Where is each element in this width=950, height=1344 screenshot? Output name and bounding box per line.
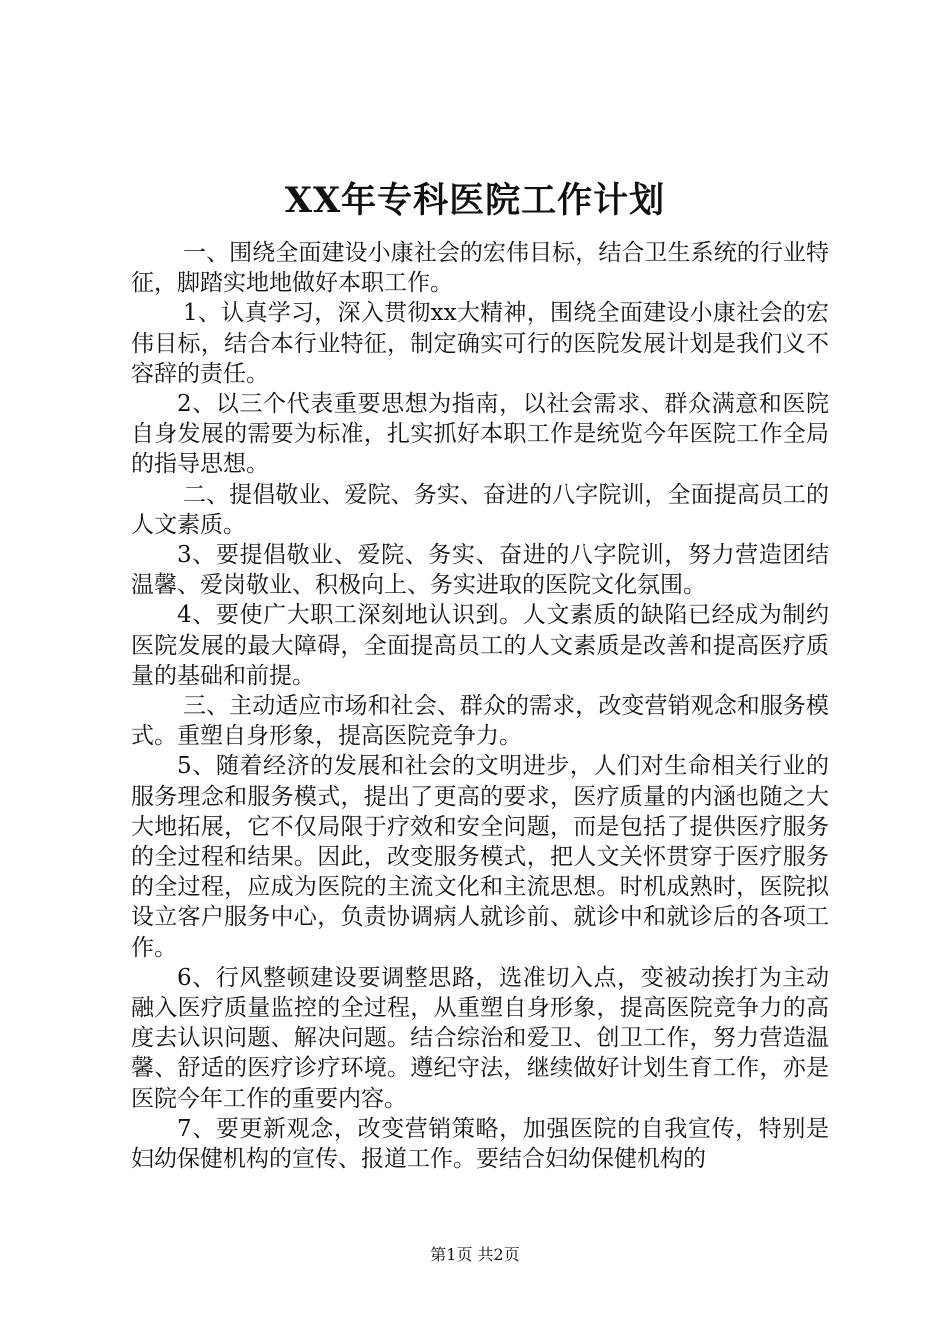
- paragraph-item-4: 4、要使广大职工深刻地认识到。人文素质的缺陷已经成为制约医院发展的最大障碍，全面提高员工的人文素质是改善和提高医疗质量的基础和前提。: [131, 602, 829, 689]
- paragraph-item-5: 5、随着经济的发展和社会的文明进步，人们对生命相关行业的服务理念和服务模式，提出了更高的要求，医疗质量的内涵也随之大大地拓展，它不仅局限于疗效和安全问题，而是包括了提供医疗服务的全过程和结果。因此，改变服务模式，把人文关怀贯穿于医疗服务的全过程，应成为医院的主流文化和主流思想。时机成熟时，医院拟设立客户服务中心，负责协调病人就诊前、就诊中和就诊后的各项工作。: [131, 753, 829, 961]
- document-title: XX年专科医院工作计划: [284, 180, 666, 221]
- paragraph-item-2: 2、以三个代表重要思想为指南，以社会需求、群众满意和医院自身发展的需要为标准，扎实抓好本职工作是统览今年医院工作全局的指导思想。: [131, 391, 829, 478]
- paragraph-item-3: 3、要提倡敬业、爱院、务实、奋进的八字院训，努力营造团结温馨、爱岗敬业、积极向上、务实进取的医院文化氛围。: [131, 542, 829, 599]
- paragraph-section-2: 二、提倡敬业、爱院、务实、奋进的八字院训，全面提高员工的人文素质。: [131, 481, 829, 538]
- paragraph-section-3: 三、主动适应市场和社会、群众的需求，改变营销观念和服务模式。重塑自身形象，提高医院竞争力。: [131, 693, 829, 750]
- paragraph-item-1: 1、认真学习，深入贯彻xx大精神，围绕全面建设小康社会的宏伟目标，结合本行业特征，制定确实可行的医院发展计划是我们义不容辞的责任。: [131, 300, 829, 387]
- document-body: [131, 238, 829, 1174]
- paragraph-item-6: 6、行风整顿建设要调整思路，选准切入点，变被动挨打为主动融入医疗质量监控的全过程，从重塑自身形象，提高医院竞争力的高度去认识问题、解决问题。结合综治和爱卫、创卫工作，努力营造温馨、舒适的医疗诊疗环境。遵纪守法，继续做好计划生育工作，亦是医院今年工作的重要内容。: [131, 964, 829, 1112]
- page-number-footer: 第1页 共2页: [430, 1245, 520, 1264]
- paragraph-section-1: 一、围绕全面建设小康社会的宏伟目标，结合卫生系统的行业特征，脚踏实地地做好本职工作。: [131, 240, 829, 297]
- paragraph-item-7: 7、要更新观念，改变营销策略，加强医院的自我宣传，特别是妇幼保健机构的宣传、报道工作。要结合妇幼保健机构的: [131, 1115, 829, 1173]
